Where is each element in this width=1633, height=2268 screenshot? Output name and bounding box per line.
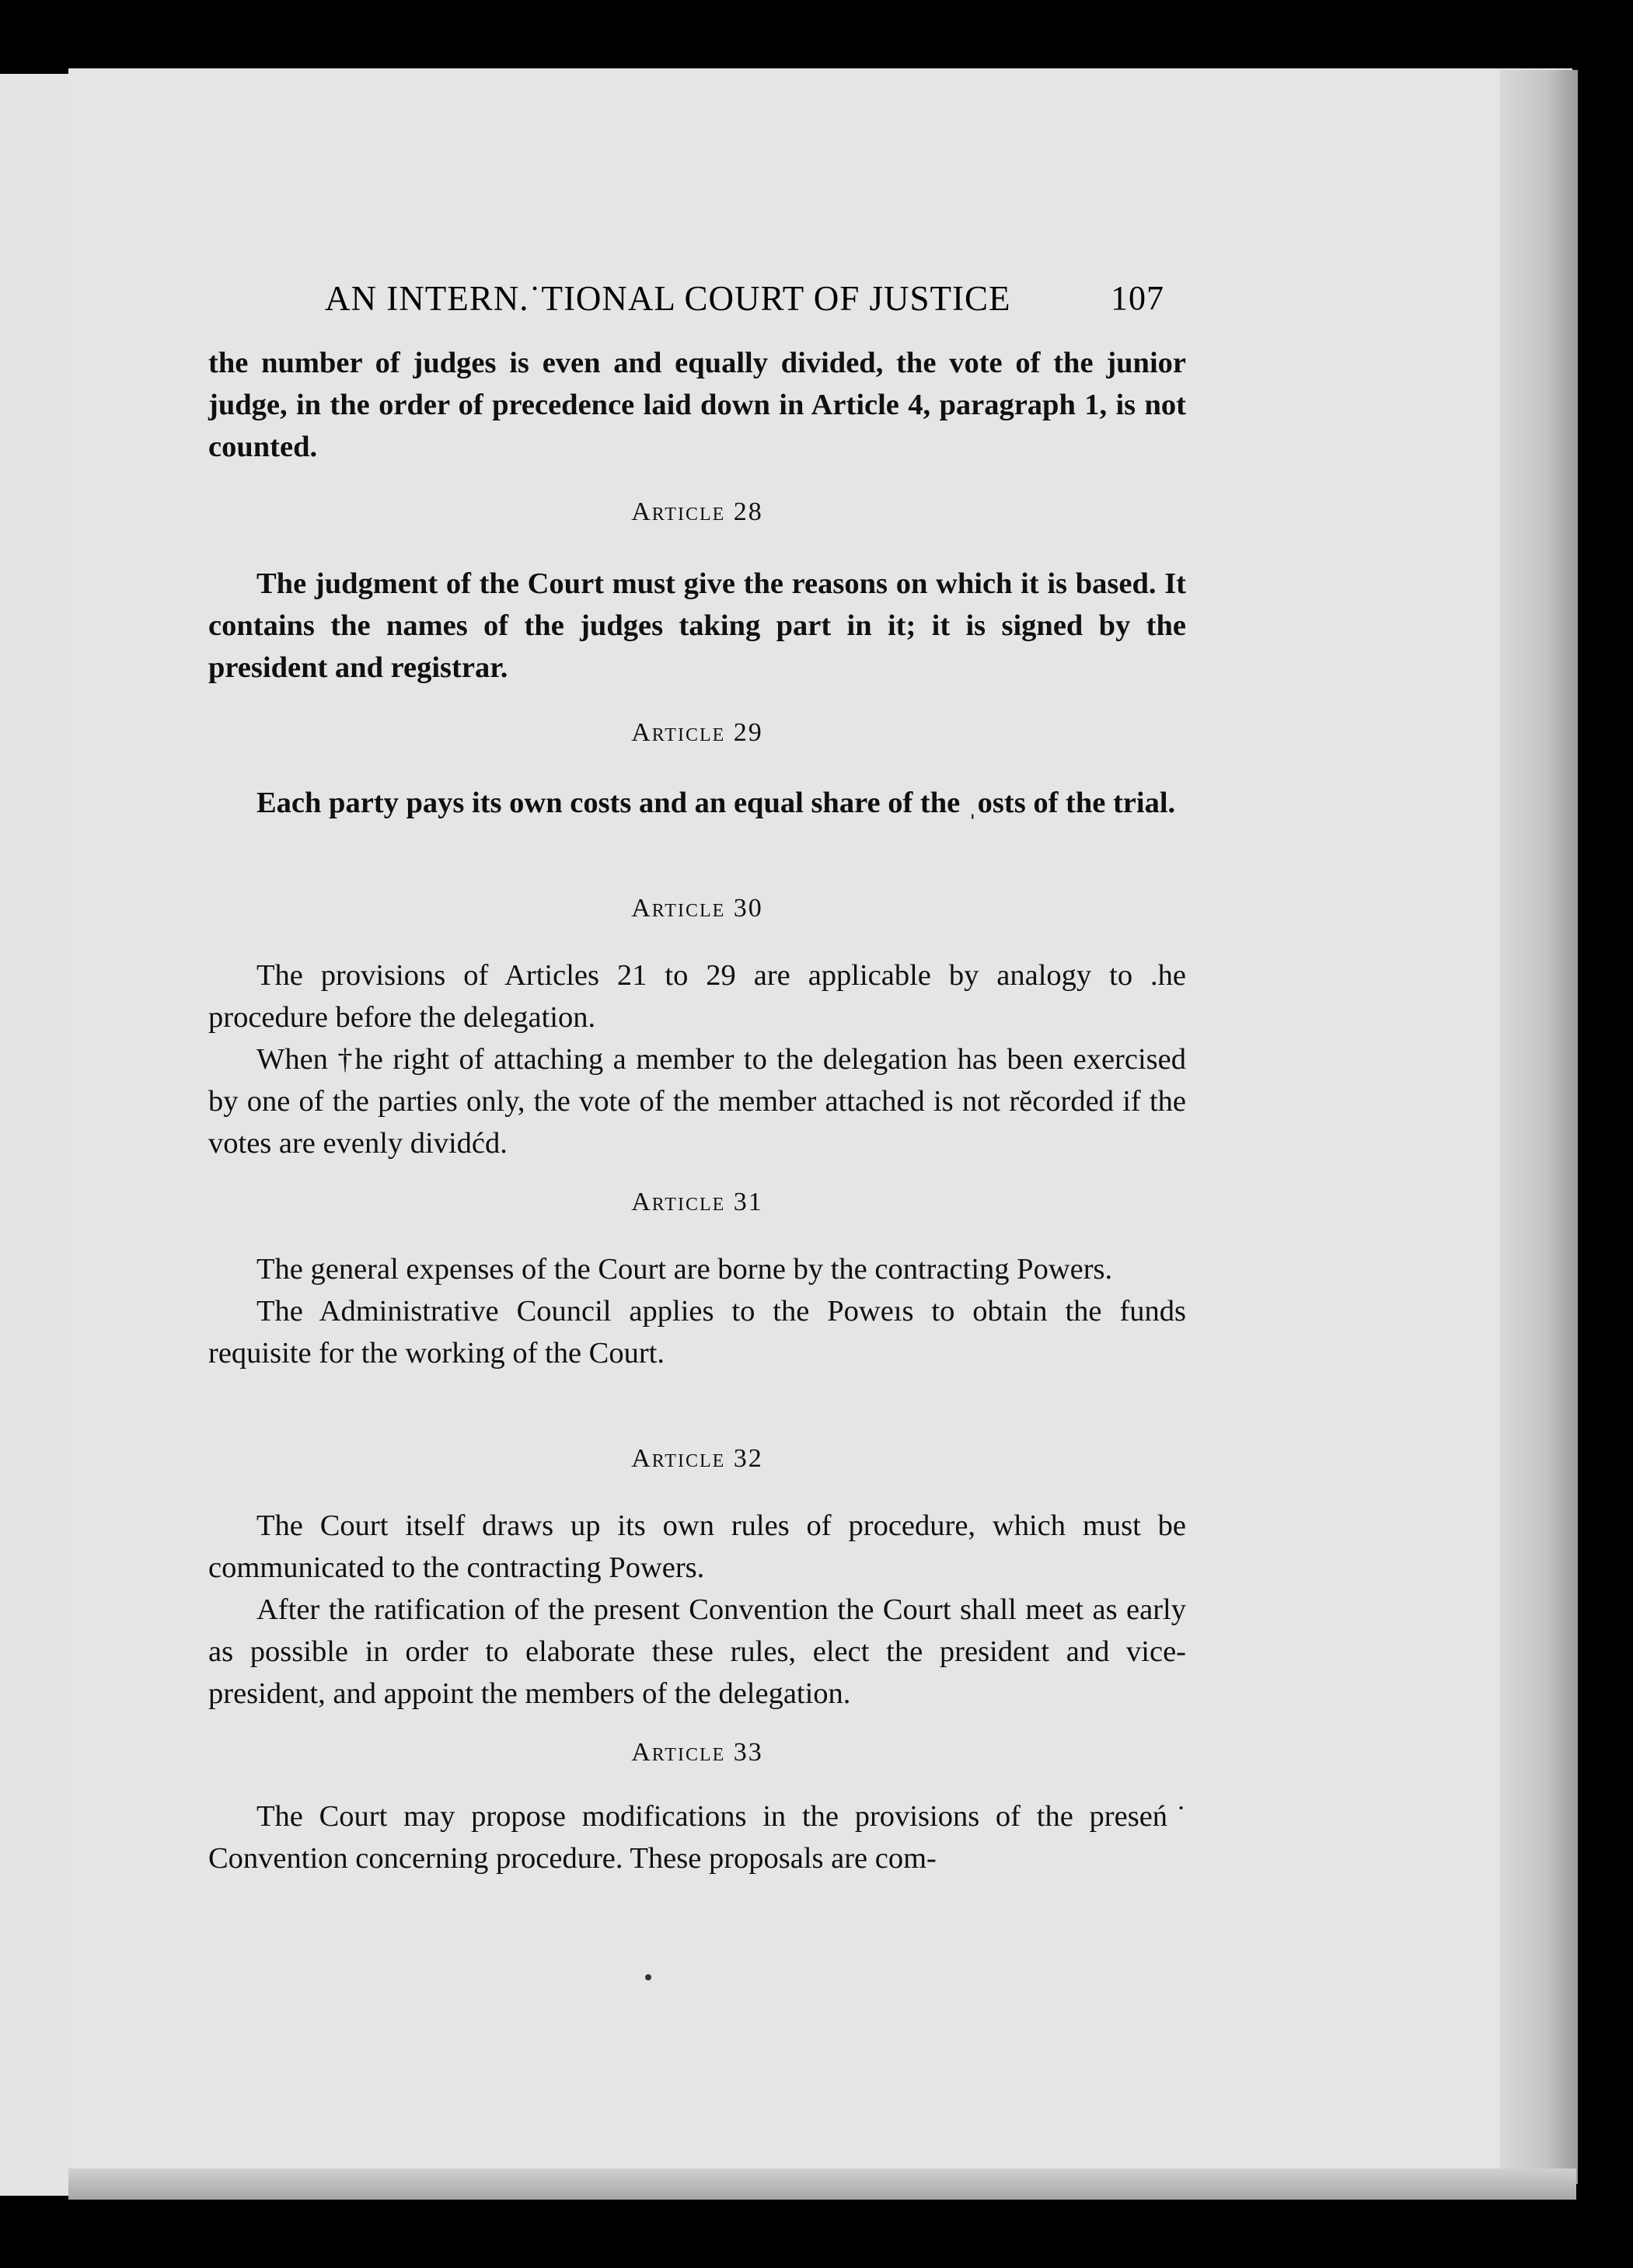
article-heading: Article 28: [631, 497, 763, 526]
facing-page-edge: [0, 74, 74, 2196]
paragraph: The judgment of the Court must give the reasons on which it is based. It contains the names of the judges taking part in it; it is signed by the president and registrar.: [208, 567, 1186, 684]
paragraph: The Administrative Council applies to the Poweıs to obtain the funds requisite for the working of the Court.: [208, 1295, 1186, 1370]
article-32-body: [208, 1505, 1186, 1715]
paragraph: The Court itself draws up its own rules of procedure, which must be communicated to the contracting Powers.: [208, 1509, 1186, 1584]
page-fore-edge: [1500, 70, 1578, 2184]
article-32-heading-wrap: [208, 1444, 1186, 1474]
article-28-body: [208, 563, 1186, 689]
article-heading: Article 29: [631, 718, 763, 747]
paragraph: the number of judges is even and equally divided, the vote of the junior judge, in the order of precedence laid down in Article 4, paragraph 1, is not counted.: [208, 347, 1186, 463]
running-title: AN INTERN.˙TIONAL COURT OF JUSTICE: [325, 279, 1011, 318]
ink-speck: [645, 1974, 651, 1980]
article-heading: Article 30: [631, 894, 763, 923]
article-28-heading-wrap: [208, 497, 1186, 527]
article-29-heading-wrap: [208, 718, 1186, 748]
article-30-body: [208, 954, 1186, 1164]
paragraph: The Court may propose modifications in the provisions of the preseń˙ Convention concerning procedure. These proposals are com-: [208, 1800, 1186, 1875]
paragraph: Each party pays its own costs and an equal share of the ˌosts of the trial.: [256, 787, 1176, 819]
page-bottom-edge: [68, 2169, 1576, 2200]
article-heading: Article 32: [631, 1444, 763, 1473]
article-29-body: [208, 782, 1186, 824]
paragraph: The general expenses of the Court are borne by the contracting Powers.: [256, 1253, 1113, 1286]
paragraph: The provisions of Articles 21 to 29 are applicable by analogy to .he procedure before the delegation.: [208, 959, 1186, 1034]
article-33-heading-wrap: [208, 1738, 1186, 1767]
article-heading: Article 31: [631, 1188, 763, 1216]
text-block-continuation: [208, 342, 1186, 468]
article-33-body: [208, 1795, 1186, 1879]
article-31-heading-wrap: [208, 1188, 1186, 1217]
paragraph: After the ratification of the present Convention the Court shall meet as early as possible in order to elaborate these rules, elect the president and vice-president, and appoint the members of the delegation.: [208, 1593, 1186, 1710]
article-30-heading-wrap: [208, 894, 1186, 923]
paragraph: When †he right of attaching a member to the delegation has been exercised by one of the parties only, the vote of the member attached is not rĕcorded if the votes are evenly dividćd.: [208, 1043, 1186, 1160]
article-31-body: [208, 1248, 1186, 1374]
article-heading: Article 33: [631, 1738, 763, 1767]
running-head: [325, 278, 1164, 319]
page-number: 107: [1111, 279, 1164, 317]
